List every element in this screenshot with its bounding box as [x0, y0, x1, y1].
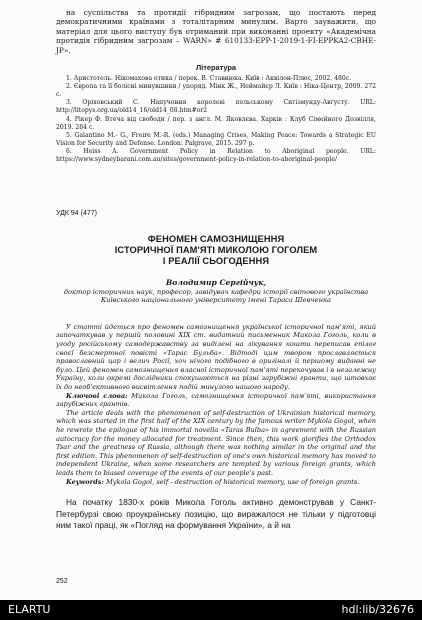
- reference-item: 6. Heiss A. Government Policy in Relation to Aboriginal people. URL: https://www.sydneybarani.com.au/sites/government-policy-in-relation-to-aboriginal-people/: [56, 147, 376, 163]
- page-number: 252: [56, 578, 68, 585]
- handle-label: hdl:lib/32676: [341, 603, 414, 616]
- reference-list: [56, 75, 376, 164]
- reference-item: 1. Аристотель. Нікомахова етика / перек. В. Ставнюка. Київ : Аквілон-Плюс, 2002. 480с.: [66, 75, 352, 83]
- repository-label: ELARTU: [8, 603, 51, 616]
- article-title-line: І РЕАЛІЇ СЬОГОДЕННЯ: [162, 256, 270, 267]
- abstract: [56, 323, 376, 486]
- abstract-ua: У статті йдеться про феномен самознищення української історичної пам'яті, який започаткував у першій половині XIX ст. видатний письменник Микола Гоголь, коли в угоду російському самодержавству за виділені на лікування кошти переписав епілог своєї безсмертної повісті «Тарас Бульба». Відтоді цим твором прославляється православний цар і велич Росії, хоч нічого подібного в оригіналі й першому виданні не було. Цей феномен самознищення власної історичної пам'яті перекочував і в незалежну Україну, коли окремі дослідники спокушаються на різні зарубіжні гранти, що штовхає їх до необ'єктивного висвітлення подій минулого нашого народу.: [56, 322, 376, 392]
- article-title-line: ІСТОРИЧНОЇ ПАМ'ЯТІ МИКОЛОЮ ГОГОЛЕМ: [114, 245, 318, 256]
- keywords-en-text: Mykola Gogol, self - destruction of historical memory, use of foreign grants.: [103, 477, 360, 486]
- keywords-ua-label: Ключові слова:: [66, 391, 128, 400]
- reference-item: 3. Оріховський С. Напучення королеві польському Сигізмунду-Августу. URL: http://litopys.org.ua/old14_16/old14_08.htm#or2: [56, 99, 376, 115]
- keywords-en: [56, 478, 376, 487]
- author-affiliation: доктор історичних наук, професор, завідувач кафедри історії світового українства Київського національного університету імені Тараса Шевченка: [63, 288, 369, 305]
- reference-item: 2. Європа та її болісні минувшини / упоряд. Мінк Ж., Неймайєр Л. Київ : Ніка-Центр, 2009. 272 с.: [56, 83, 376, 99]
- keywords-ua: [56, 392, 376, 409]
- body-paragraph: На початку 1830-х років Микола Гоголь активно демонстрував у Санкт-Петербурзі свою проукраїнську позицію, що виражалося не тільки у підготовці ним такої праці, як «Погляд на формування України», а й на: [56, 497, 376, 530]
- page-content: [56, 8, 376, 531]
- keywords-ua-text: Микола Гоголь, самознищення історичної пам'яті, використання зарубіжних грантів.: [56, 391, 376, 409]
- intro-paragraph: на суспільства та протидії гібридним загрозам, що постають перед демократичними країнами з тоталітарним минулим. Варто зауважити, що матеріал для цього виступу був отриманий при виконанні проекту «Академічна протидія гібридним загрозам – WARN» # 610133-EPP-1-2019-1-FI-EPPKA2-CBHE-JP».: [56, 8, 376, 55]
- abstract-en: The article deals with the phenomenon of self-destruction of Ukrainian historical memory, which was started in the first half of the XIX century by the famous writer Mykola Gogol, when he rewrote the epilogue of his immortal novella «Taras Bulba» in agreement with the Russian autocracy for the money allocated for treatment. Since then, this work glorifies the Orthodox Tsar and the greatness of Russia, although there was nothing similar in the original and the first edition. This phenomenon of self-destruction of one's own historical memory has moved to independent Ukraine, when some researchers are tempted by various foreign grants, which leads them to biased coverage of the events of our people's past.: [56, 408, 376, 477]
- literature-heading: Література: [195, 63, 237, 73]
- udk-code: УДК 94 (477): [56, 210, 97, 218]
- article-title-line: ФЕНОМЕН САМОЗНИЩЕННЯ: [147, 234, 285, 245]
- article-title: [56, 234, 376, 267]
- footer-bar: [0, 600, 422, 620]
- author-name: Володимир Сергійчук,: [165, 278, 267, 288]
- reference-item: 5. Galantino M.- G., Freire M.-R. (eds.) Managing Crises, Making Peace: Towards a Strategic EU Vision for Security and Defense. London: Palgrave, 2015. 297 p.: [56, 131, 376, 147]
- reference-item: 4. Рікер Ф. Втеча від свободи / пер. з англ. М. Яковлєва. Харків : Клуб Сімейного Дозвілля, 2019. 284 с.: [56, 115, 376, 131]
- keywords-en-label: Keywords:: [66, 477, 104, 486]
